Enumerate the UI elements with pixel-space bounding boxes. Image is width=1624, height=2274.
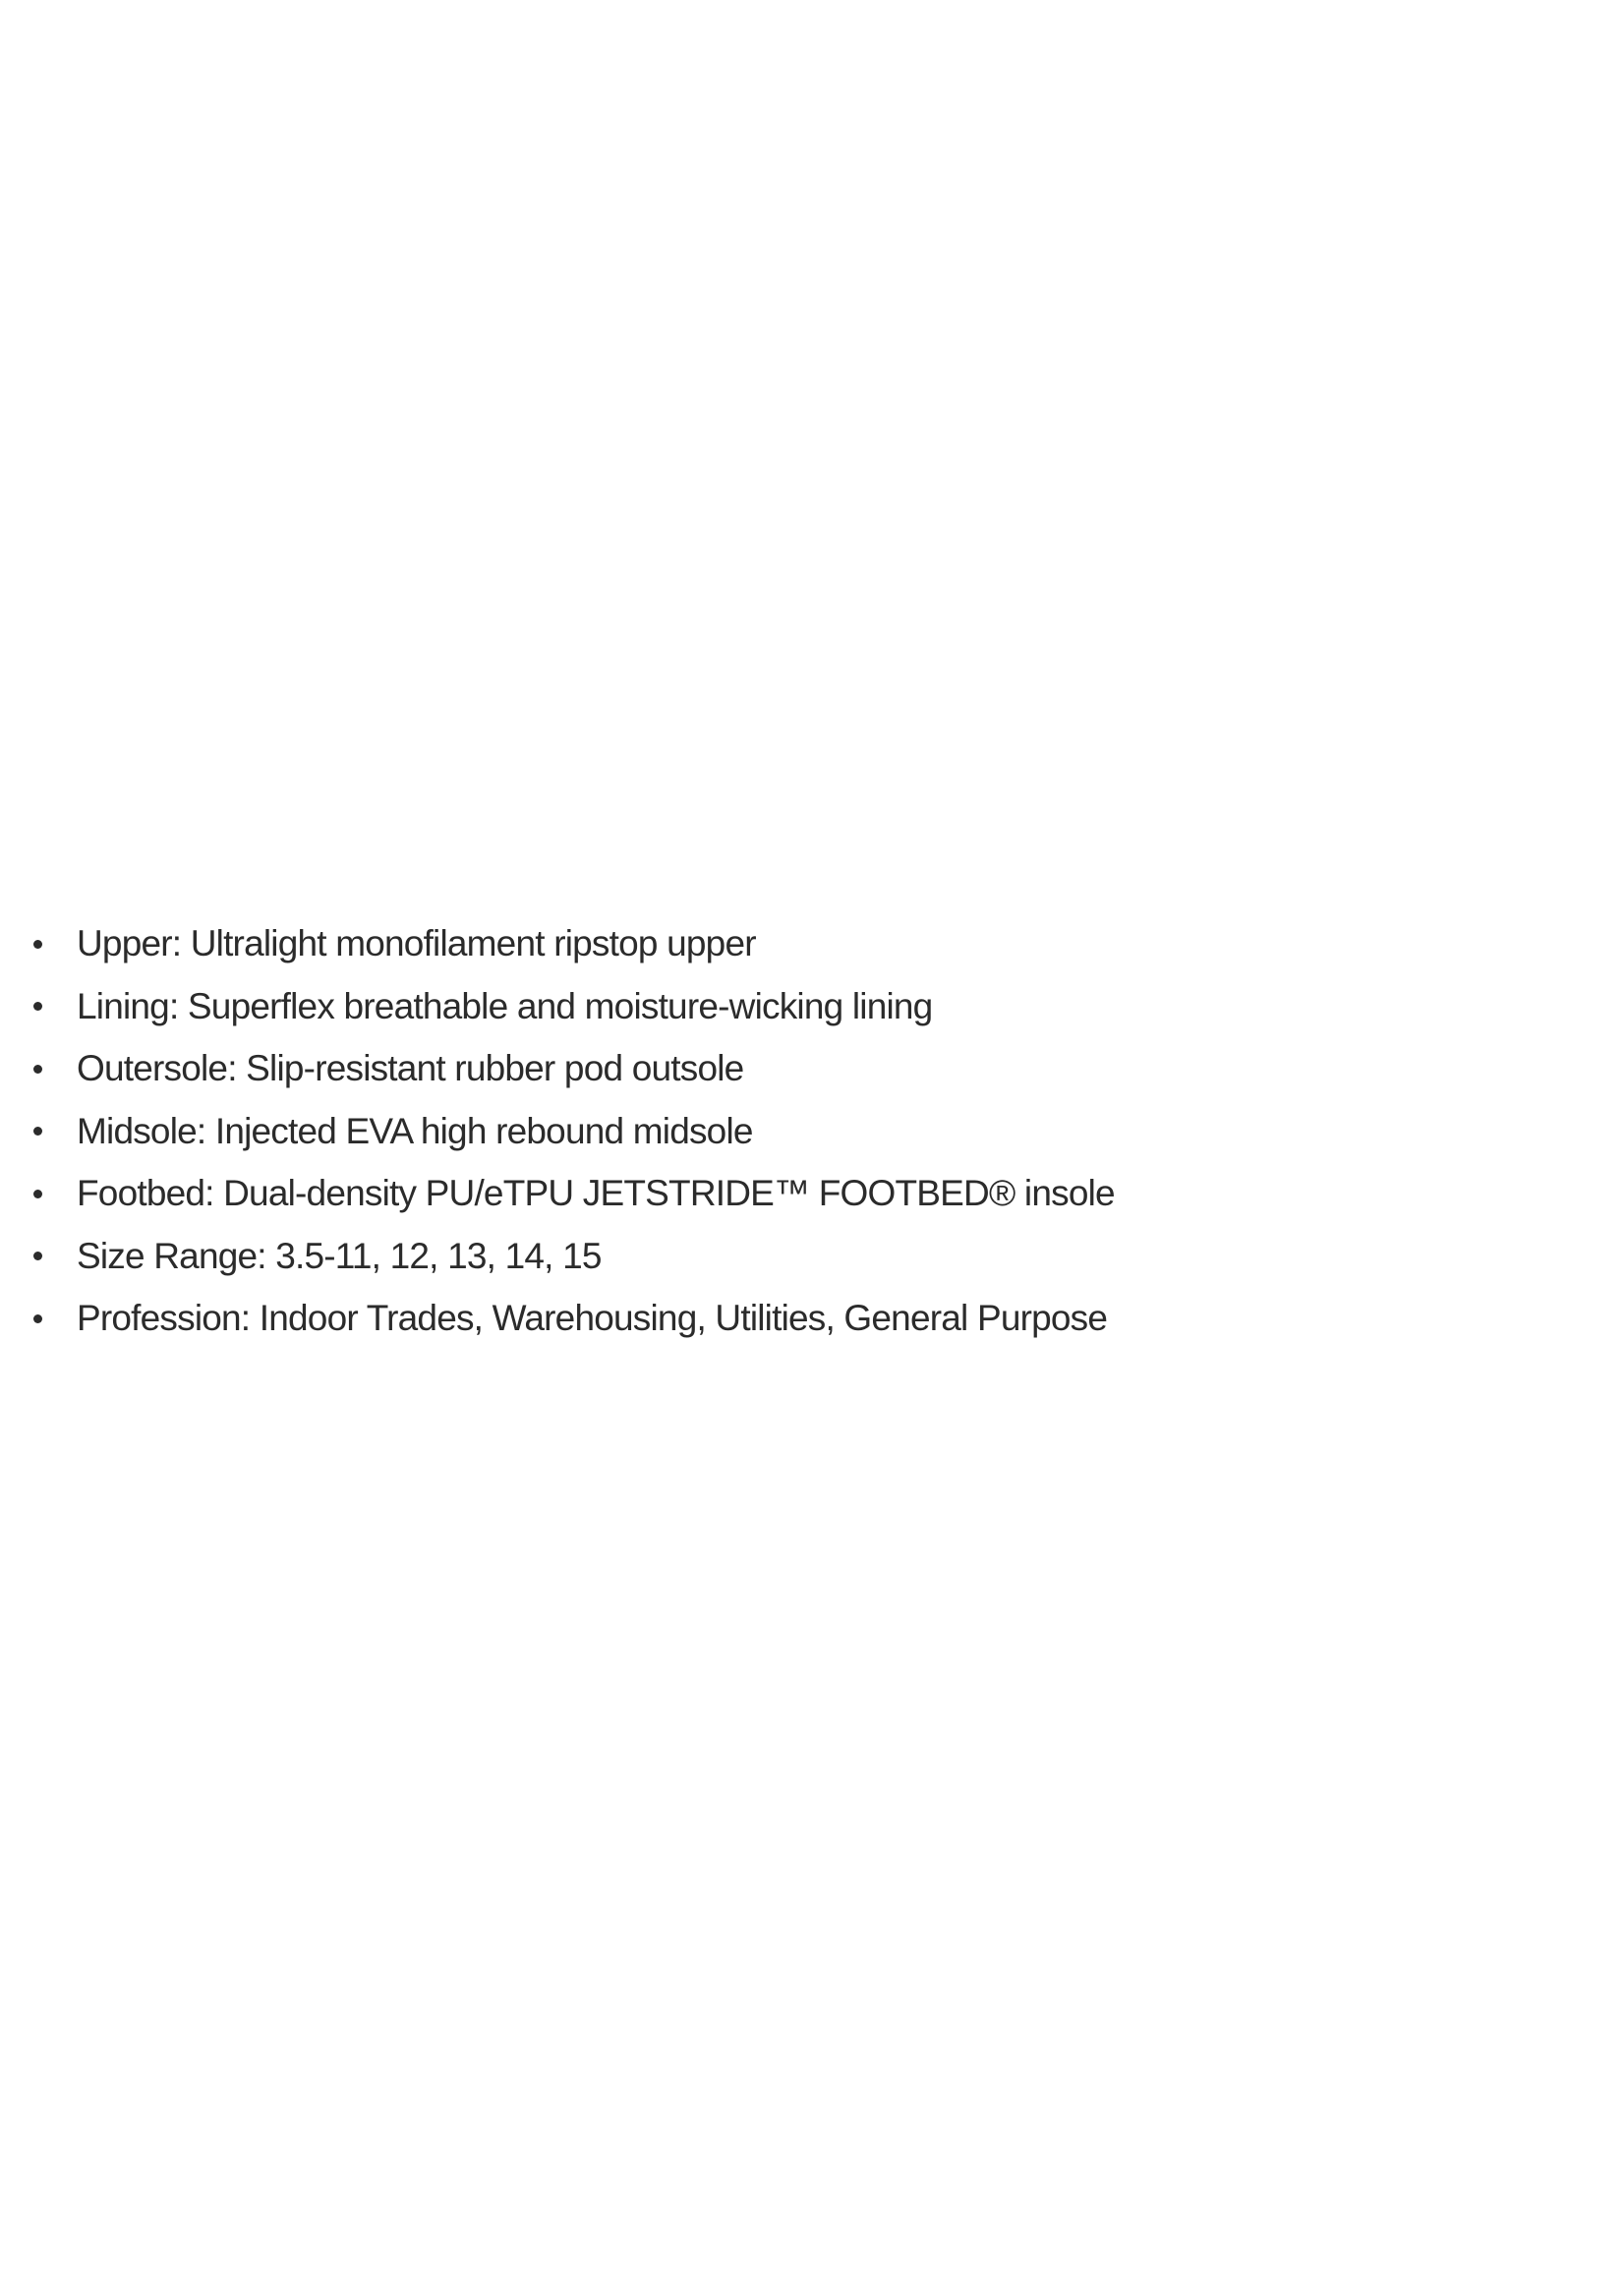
spec-text-upper: Upper: Ultralight monofilament ripstop upper [77,923,756,963]
list-item [29,975,1583,1038]
list-item [29,1287,1583,1350]
bullet-icon [33,1002,42,1011]
list-item [29,1162,1583,1225]
list-item [29,1100,1583,1163]
bullet-icon [33,1252,42,1260]
spec-text-outersole: Outersole: Slip-resistant rubber pod outsole [77,1048,744,1088]
bullet-icon [33,940,42,949]
spec-text-midsole: Midsole: Injected EVA high rebound midsole [77,1110,753,1151]
bullet-icon [33,1190,42,1198]
list-item [29,912,1583,975]
list-item [29,1225,1583,1288]
spec-text-lining: Lining: Superflex breathable and moisture-wicking lining [77,985,933,1026]
bullet-icon [33,1127,42,1136]
bullet-icon [33,1314,42,1323]
spec-text-size-range: Size Range: 3.5-11, 12, 13, 14, 15 [77,1235,602,1276]
product-spec-list [29,912,1583,1350]
spec-text-footbed: Footbed: Dual-density PU/eTPU JETSTRIDE™ FOOTBED® insole [77,1173,1115,1213]
bullet-icon [33,1065,42,1074]
list-item [29,1037,1583,1100]
spec-text-profession: Profession: Indoor Trades, Warehousing, Utilities, General Purpose [77,1298,1108,1338]
